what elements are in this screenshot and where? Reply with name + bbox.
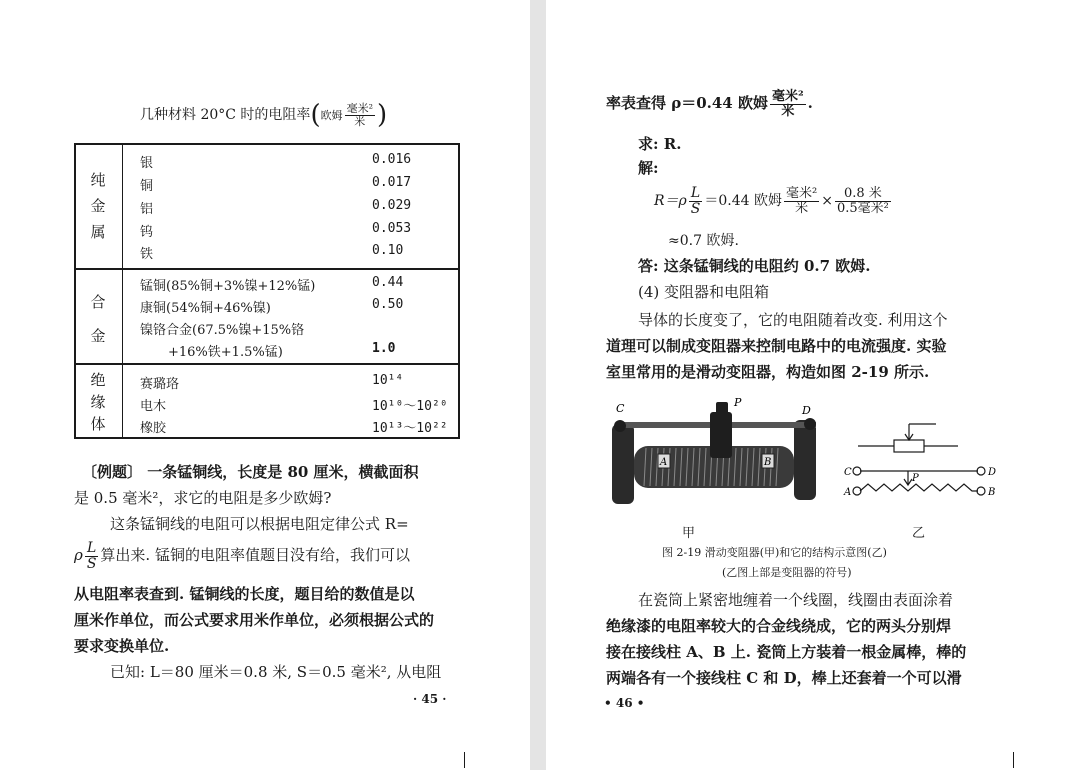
category-insulator [76,369,120,435]
body-line: 从电阻率表查到. 锰铜线的长度，题目给的数值是以 [74,585,415,603]
given-line: 已知: L＝80 厘米＝0.8 米, S＝0.5 毫米², 从电阻 [110,663,442,681]
page-number: • 46 • [604,696,645,710]
rho-value-line [606,86,813,120]
label-d-yi: D [988,467,997,478]
table-row-material: 赛璐珞 [140,377,180,392]
label-b-yi: B [988,487,996,498]
table-row-material: 钨 [140,225,154,240]
label-c-yi: C [844,467,852,478]
label-d-jia: D [802,404,811,417]
table-title-main: 几种材料 20°C 时的电阻率 [140,107,311,123]
page-edge-mark [464,752,465,768]
answer-line: 答: 这条锰铜线的电阻约 0.7 欧姆. [638,257,871,275]
rheostat-figure [606,394,1006,519]
fraction-numerator: 毫米² [771,88,804,104]
table-row-material: 银 [140,156,154,171]
formula-part: R＝ρ [654,193,687,209]
table-title-unit-prefix: 欧姆 [320,109,343,122]
table-title [140,100,387,131]
table-row-material: 铜 [140,179,154,194]
label-p-jia: P [734,396,742,409]
table-row-value: 0.10 [372,243,404,258]
fraction-numerator: L [85,541,99,557]
category-char: 纯 [90,171,106,189]
paren-open: ( [310,100,321,130]
l-over-s-fraction [85,541,99,571]
formula-rest: 算出来. 锰铜的电阻率值题目没有给，我们可以 [100,546,410,564]
figure-sublabel-jia: 甲 [682,526,696,541]
fraction-denominator: S [86,555,97,572]
body-line: 要求变换单位. [74,637,170,655]
unit-denominator: 米 [354,114,366,128]
label-a-yi: A [844,487,852,498]
rho-value-end: . [807,94,813,112]
body-line: 厘米作单位，而公式要求用米作单位，必须根据公式的 [74,611,435,629]
fraction-numerator: L [689,186,703,202]
category-char: 合 [90,293,106,311]
example-line: 是 0.5 毫米²，求它的电阻是多少欧姆? [74,489,332,507]
unit-fraction [784,187,819,215]
fraction-denominator: 米 [781,103,795,119]
figure-sublabel-yi: 乙 [912,526,926,541]
figure-caption: 图 2-19 滑动变阻器(甲)和它的结构示意图(乙) [662,546,887,559]
label-p-yi: P [912,473,919,484]
body-line: 室里常用的是滑动变阻器，构造如图 2-19 所示. [606,363,930,381]
table-row-material: 铁 [140,247,154,262]
label-c-jia: C [616,402,625,415]
formula-line [74,538,410,572]
table-row-material: 电木 [140,399,167,414]
body-line: 接在接线柱 A、B 上. 瓷筒上方装着一根金属棒，棒的 [606,643,967,661]
unit-numerator: 毫米² [346,101,374,115]
table-row-material: 铝 [140,202,154,217]
category-char: 绝 [90,371,106,389]
find-line: 求: R. [638,135,682,153]
body-line: 两端各有一个接线柱 C 和 D，棒上还套着一个可以滑 [606,669,962,687]
rheostat-symbol [858,424,958,452]
table-row-value: 0.44 [372,275,404,290]
table-row-value: 10¹³～10²² [372,421,448,436]
fraction-denominator: 0.5毫米² [836,200,889,216]
resistance-formula [654,182,893,220]
l-over-s-fraction [689,186,703,216]
example-line: 〔例题〕 一条锰铜线，长度是 80 厘米，横截面积 [82,463,419,481]
solution-label: 解: [638,159,659,177]
multiply-sign: × [821,193,833,209]
approx-line: ≈0.7 欧姆. [668,233,739,249]
body-line: 绝缘漆的电阻率较大的合金线绕成，它的两头分别焊 [606,617,952,635]
table-row-value: 0.50 [372,297,404,312]
fraction-numerator: 0.8 米 [835,187,891,202]
rho-value-text: 率表查得 ρ＝0.44 欧姆 [606,94,768,112]
table-row-value: 10¹⁰～10²⁰ [372,399,448,414]
category-char: 金 [90,327,106,345]
fraction-denominator: 米 [795,200,809,216]
left-page [0,0,530,770]
table-row-value: 0.016 [372,152,412,167]
category-char: 金 [90,197,106,215]
page-edge-mark [1013,752,1014,768]
rheostat-drawing [612,402,816,504]
category-char: 属 [90,223,106,241]
resistivity-table [74,143,460,439]
length-area-fraction [835,187,891,215]
table-row-material: 橡胶 [140,421,167,436]
fraction-denominator: S [690,200,701,217]
paren-close: ) [377,100,388,130]
section-heading: (4) 变阻器和电阻箱 [638,283,770,301]
table-title-unit-fraction [345,103,375,127]
label-a-jia: A [660,457,668,468]
table-row-value: 0.029 [372,198,412,213]
label-b-jia: B [764,457,772,468]
table-row-material: 锰铜(85%铜+3%镍+12%锰) [140,279,316,294]
category-char: 缘 [90,393,106,411]
body-line: 道理可以制成变阻器来控制电路中的电流强度. 实验 [606,337,947,355]
formula-part: ＝0.44 欧姆 [704,193,782,209]
right-page [546,0,1080,770]
rheostat-schematic [853,467,985,495]
body-line: 这条锰铜线的电阻可以根据电阻定律公式 R= [110,515,409,533]
body-line: 导体的长度变了，它的电阻随着改变. 利用这个 [638,311,948,329]
body-line: 在瓷筒上紧密地缠着一个线圈，线圈由表面涂着 [638,591,954,609]
category-pure-metal [76,167,120,245]
figure-caption-note: (乙图上部是变阻器的符号) [722,566,852,579]
table-row-value: 0.053 [372,221,412,236]
page-gutter [530,0,546,770]
fraction-numerator: 毫米² [786,185,818,201]
unit-fraction [770,90,806,118]
rho-symbol: ρ [74,546,83,564]
table-row-material: 康铜(54%铜+46%镍) [140,301,271,316]
table-row-value: 10¹⁴ [372,373,404,388]
table-row-value: 0.017 [372,175,412,190]
page-number: · 45 · [413,692,447,706]
table-row-material: 镍铬合金(67.5%镍+15%铬 [140,323,305,338]
table-row-value: 1.0 [372,341,396,356]
category-alloy [76,285,120,353]
table-row-material: +16%铁+1.5%锰) [168,345,283,360]
category-char: 体 [90,415,106,433]
